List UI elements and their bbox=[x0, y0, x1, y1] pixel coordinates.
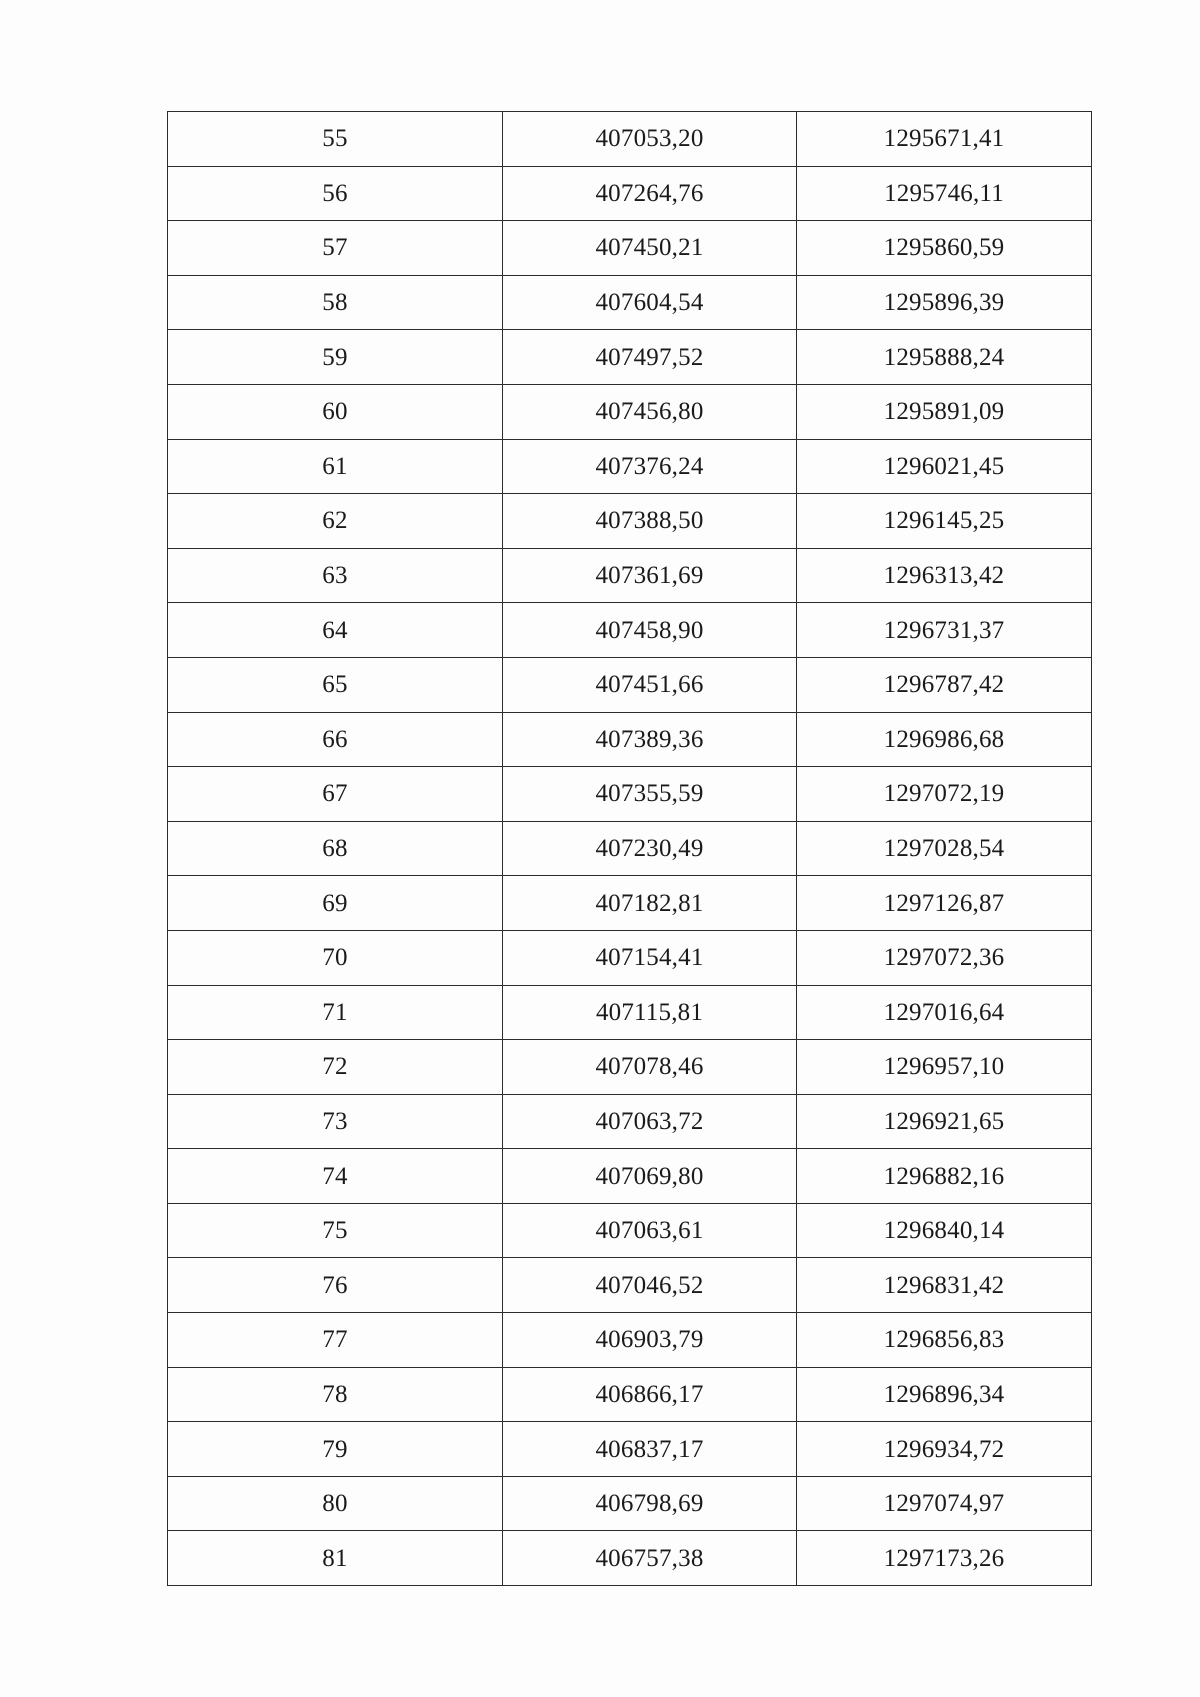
point-number-cell: 81 bbox=[168, 1531, 503, 1586]
point-number-cell: 64 bbox=[168, 603, 503, 658]
y-coordinate-cell: 1296021,45 bbox=[797, 439, 1092, 494]
y-coordinate-cell: 1297072,36 bbox=[797, 930, 1092, 985]
table-row bbox=[168, 275, 1092, 330]
table-row bbox=[168, 384, 1092, 439]
y-coordinate-cell: 1296882,16 bbox=[797, 1149, 1092, 1204]
table-row bbox=[168, 330, 1092, 385]
x-coordinate-cell: 407046,52 bbox=[503, 1258, 797, 1313]
x-coordinate-cell: 407230,49 bbox=[503, 821, 797, 876]
table-row bbox=[168, 1531, 1092, 1586]
x-coordinate-cell: 407361,69 bbox=[503, 548, 797, 603]
y-coordinate-cell: 1296731,37 bbox=[797, 603, 1092, 658]
y-coordinate-cell: 1297028,54 bbox=[797, 821, 1092, 876]
point-number-cell: 80 bbox=[168, 1476, 503, 1531]
x-coordinate-cell: 407264,76 bbox=[503, 166, 797, 221]
x-coordinate-cell: 407604,54 bbox=[503, 275, 797, 330]
point-number-cell: 58 bbox=[168, 275, 503, 330]
x-coordinate-cell: 407355,59 bbox=[503, 767, 797, 822]
y-coordinate-cell: 1295896,39 bbox=[797, 275, 1092, 330]
y-coordinate-cell: 1296840,14 bbox=[797, 1203, 1092, 1258]
table-row bbox=[168, 712, 1092, 767]
table-row bbox=[168, 603, 1092, 658]
x-coordinate-cell: 407497,52 bbox=[503, 330, 797, 385]
point-number-cell: 57 bbox=[168, 221, 503, 276]
table-row bbox=[168, 1203, 1092, 1258]
table-row bbox=[168, 112, 1092, 167]
point-number-cell: 60 bbox=[168, 384, 503, 439]
y-coordinate-cell: 1296856,83 bbox=[797, 1313, 1092, 1368]
y-coordinate-cell: 1296934,72 bbox=[797, 1422, 1092, 1477]
x-coordinate-cell: 407456,80 bbox=[503, 384, 797, 439]
point-number-cell: 63 bbox=[168, 548, 503, 603]
point-number-cell: 61 bbox=[168, 439, 503, 494]
point-number-cell: 67 bbox=[168, 767, 503, 822]
table-row bbox=[168, 494, 1092, 549]
y-coordinate-cell: 1297016,64 bbox=[797, 985, 1092, 1040]
point-number-cell: 76 bbox=[168, 1258, 503, 1313]
y-coordinate-cell: 1296313,42 bbox=[797, 548, 1092, 603]
table-row bbox=[168, 876, 1092, 931]
x-coordinate-cell: 407154,41 bbox=[503, 930, 797, 985]
x-coordinate-cell: 407063,72 bbox=[503, 1094, 797, 1149]
y-coordinate-cell: 1296986,68 bbox=[797, 712, 1092, 767]
point-number-cell: 65 bbox=[168, 657, 503, 712]
table-row bbox=[168, 821, 1092, 876]
table-row bbox=[168, 1258, 1092, 1313]
point-number-cell: 69 bbox=[168, 876, 503, 931]
point-number-cell: 62 bbox=[168, 494, 503, 549]
x-coordinate-cell: 407451,66 bbox=[503, 657, 797, 712]
point-number-cell: 72 bbox=[168, 1040, 503, 1095]
y-coordinate-cell: 1296957,10 bbox=[797, 1040, 1092, 1095]
point-number-cell: 74 bbox=[168, 1149, 503, 1204]
x-coordinate-cell: 407389,36 bbox=[503, 712, 797, 767]
coordinates-table bbox=[167, 111, 1092, 1586]
x-coordinate-cell: 407458,90 bbox=[503, 603, 797, 658]
point-number-cell: 56 bbox=[168, 166, 503, 221]
x-coordinate-cell: 407115,81 bbox=[503, 985, 797, 1040]
y-coordinate-cell: 1296787,42 bbox=[797, 657, 1092, 712]
x-coordinate-cell: 407182,81 bbox=[503, 876, 797, 931]
y-coordinate-cell: 1296145,25 bbox=[797, 494, 1092, 549]
table-row bbox=[168, 439, 1092, 494]
table-row bbox=[168, 1094, 1092, 1149]
table-row bbox=[168, 1476, 1092, 1531]
point-number-cell: 78 bbox=[168, 1367, 503, 1422]
table-row bbox=[168, 166, 1092, 221]
y-coordinate-cell: 1295671,41 bbox=[797, 112, 1092, 167]
y-coordinate-cell: 1295891,09 bbox=[797, 384, 1092, 439]
table-row bbox=[168, 1313, 1092, 1368]
table-row bbox=[168, 767, 1092, 822]
point-number-cell: 79 bbox=[168, 1422, 503, 1477]
x-coordinate-cell: 407069,80 bbox=[503, 1149, 797, 1204]
point-number-cell: 77 bbox=[168, 1313, 503, 1368]
y-coordinate-cell: 1295888,24 bbox=[797, 330, 1092, 385]
x-coordinate-cell: 406837,17 bbox=[503, 1422, 797, 1477]
y-coordinate-cell: 1297074,97 bbox=[797, 1476, 1092, 1531]
x-coordinate-cell: 406798,69 bbox=[503, 1476, 797, 1531]
y-coordinate-cell: 1296831,42 bbox=[797, 1258, 1092, 1313]
x-coordinate-cell: 407388,50 bbox=[503, 494, 797, 549]
point-number-cell: 71 bbox=[168, 985, 503, 1040]
x-coordinate-cell: 407063,61 bbox=[503, 1203, 797, 1258]
point-number-cell: 55 bbox=[168, 112, 503, 167]
y-coordinate-cell: 1296896,34 bbox=[797, 1367, 1092, 1422]
table-row bbox=[168, 548, 1092, 603]
table-row bbox=[168, 1149, 1092, 1204]
point-number-cell: 59 bbox=[168, 330, 503, 385]
y-coordinate-cell: 1297173,26 bbox=[797, 1531, 1092, 1586]
table-row bbox=[168, 657, 1092, 712]
x-coordinate-cell: 407450,21 bbox=[503, 221, 797, 276]
y-coordinate-cell: 1297072,19 bbox=[797, 767, 1092, 822]
point-number-cell: 73 bbox=[168, 1094, 503, 1149]
table-row bbox=[168, 1367, 1092, 1422]
y-coordinate-cell: 1295860,59 bbox=[797, 221, 1092, 276]
point-number-cell: 68 bbox=[168, 821, 503, 876]
point-number-cell: 70 bbox=[168, 930, 503, 985]
y-coordinate-cell: 1297126,87 bbox=[797, 876, 1092, 931]
table-row bbox=[168, 985, 1092, 1040]
x-coordinate-cell: 406866,17 bbox=[503, 1367, 797, 1422]
x-coordinate-cell: 407053,20 bbox=[503, 112, 797, 167]
coordinates-table-body bbox=[168, 112, 1092, 1586]
table-row bbox=[168, 930, 1092, 985]
x-coordinate-cell: 407376,24 bbox=[503, 439, 797, 494]
point-number-cell: 75 bbox=[168, 1203, 503, 1258]
x-coordinate-cell: 406903,79 bbox=[503, 1313, 797, 1368]
x-coordinate-cell: 406757,38 bbox=[503, 1531, 797, 1586]
x-coordinate-cell: 407078,46 bbox=[503, 1040, 797, 1095]
table-row bbox=[168, 221, 1092, 276]
point-number-cell: 66 bbox=[168, 712, 503, 767]
y-coordinate-cell: 1296921,65 bbox=[797, 1094, 1092, 1149]
y-coordinate-cell: 1295746,11 bbox=[797, 166, 1092, 221]
table-row bbox=[168, 1422, 1092, 1477]
table-row bbox=[168, 1040, 1092, 1095]
